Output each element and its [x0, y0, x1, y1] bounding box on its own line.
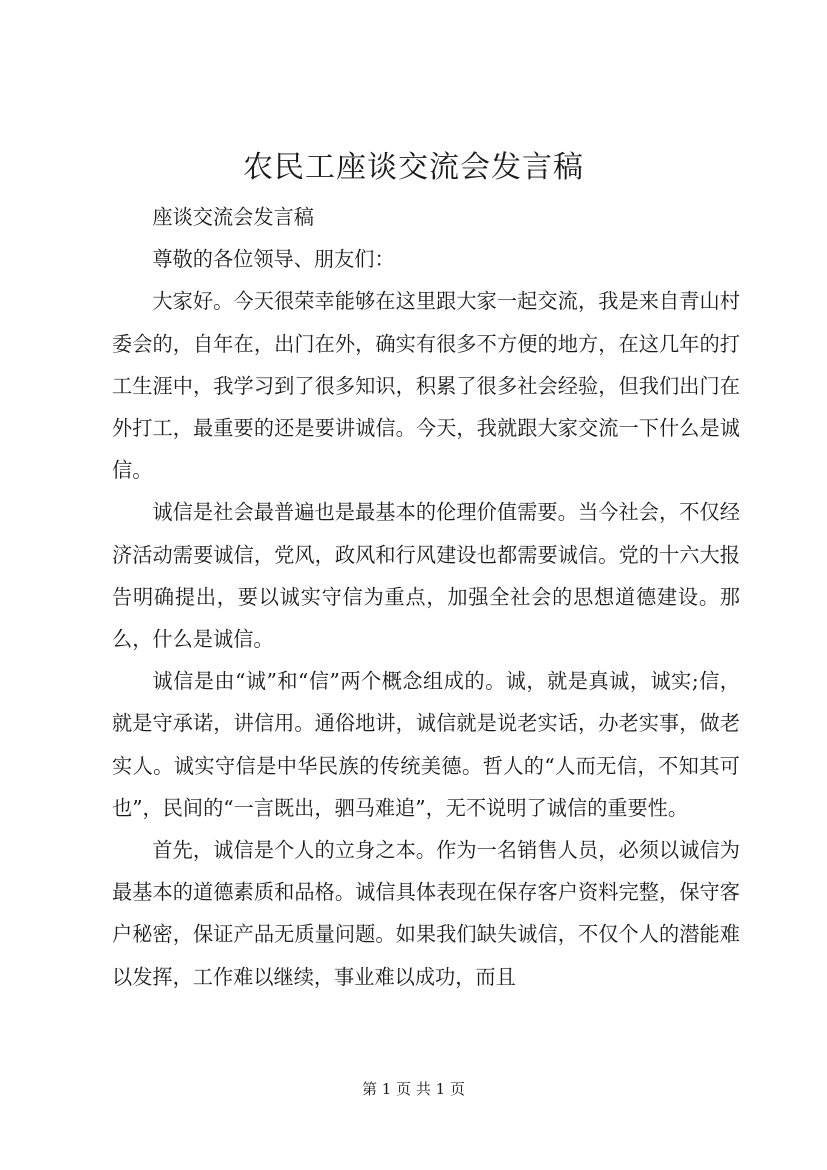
paragraph-greeting: 大家好。今天很荣幸能够在这里跟大家一起交流，我是来自青山村委会的，自年在，出门在外，确实有很多不方便的地方，在这几年的打工生涯中，我学习到了很多知识，积累了很多社会经验，但我们出门在外打工，最重要的还是要讲诚信。今天，我就跟大家交流一下什么是诚信。 — [112, 289, 740, 483]
paragraph-subtitle: 座谈交流会发言稿 — [152, 205, 314, 229]
document-body — [112, 196, 740, 998]
paragraph-integrity-importance: 诚信是社会最普遍也是最基本的伦理价值需要。当今社会，不仅经济活动需要诚信，党风，政风和行风建设也都需要诚信。党的十六大报告明确提出，要以诚实守信为重点，加强全社会的思想道德建设。那么，什么是诚信。 — [112, 500, 740, 652]
document-title: 农民工座谈交流会发言稿 — [243, 150, 584, 185]
page-footer: 第 1 页 共 1 页 — [362, 1080, 465, 1098]
paragraph-personal-foundation: 首先，诚信是个人的立身之本。作为一名销售人员，必须以诚信为最基本的道德素质和品格。诚信具体表现在保存客户资料完整，保守客户秘密，保证产品无质量问题。如果我们缺失诚信，不仅个人的潜能难以发挥，工作难以继续，事业难以成功，而且 — [112, 838, 740, 989]
paragraph-salutation: 尊敬的各位领导、朋友们： — [152, 247, 395, 272]
paragraph-integrity-definition: 诚信是由“诚”和“信”两个概念组成的。诚，就是真诚，诚实;信，就是守承诺，讲信用。通俗地讲，诚信就是说老实话，办老实事，做老实人。诚实守信是中华民族的传统美德。哲人的“人而无信，不知其可也”，民间的“一言既出，驷马难追”，无不说明了诚信的重要性。 — [112, 669, 740, 820]
